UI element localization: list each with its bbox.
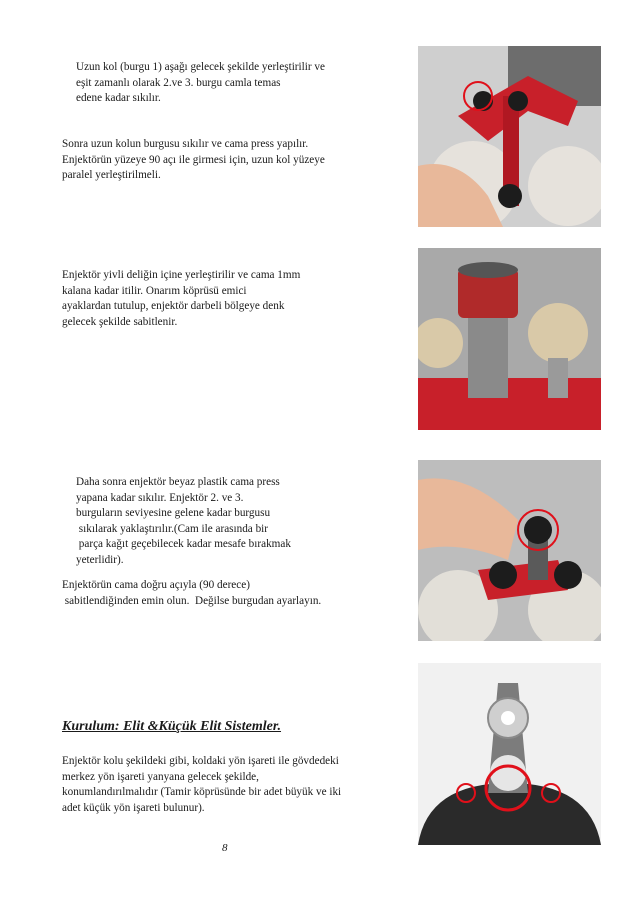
text-line: adet küçük yön işareti bulunur). bbox=[62, 801, 205, 814]
text-line: sıkılarak yaklaştırılır.(Cam ile arasında bir bbox=[76, 522, 268, 535]
text-line: Uzun kol (burgu 1) aşağı gelecek şekilde yerleştirilir ve bbox=[76, 61, 325, 73]
text-line: sabitlendiğinden emin olun. Değilse burgudan ayarlayın. bbox=[62, 594, 322, 607]
photo-injector-closeup bbox=[418, 248, 601, 430]
text-line: kalana kadar itilir. Onarım köprüsü emici bbox=[62, 284, 247, 297]
text-line: paralel yerleştirilmeli. bbox=[62, 169, 161, 182]
text-line: Enjektör yivli deliğin içine yerleştirilir ve cama 1mm bbox=[62, 269, 301, 281]
text-line: Enjektörün cama doğru açıyla (90 derece) bbox=[62, 579, 250, 591]
photo-elite-system bbox=[418, 663, 601, 845]
text-line: ayaklardan tutulup, enjektör darbeli bölgeye denk bbox=[62, 300, 285, 313]
text-line: parça kağıt geçebilecek kadar mesafe bırakmak bbox=[76, 538, 291, 551]
page-number: 8 bbox=[222, 842, 228, 854]
text-line: Enjektörün yüzeye 90 açı ile girmesi için, uzun kol yüzeye bbox=[62, 153, 325, 166]
instruction-block-4 bbox=[76, 475, 291, 569]
instruction-block-6 bbox=[62, 754, 341, 816]
instruction-block-2 bbox=[62, 137, 325, 184]
instruction-block-3 bbox=[62, 268, 300, 330]
photo-bridge-arms bbox=[418, 46, 601, 227]
text-line: Daha sonra enjektör beyaz plastik cama press bbox=[76, 476, 280, 488]
text-line: yapana kadar sıkılır. Enjektör 2. ve 3. bbox=[76, 491, 244, 504]
text-line: Enjektör kolu şekildeki gibi, koldaki yön işareti ile gövdedeki bbox=[62, 755, 339, 767]
text-line: yeterlidir). bbox=[76, 553, 124, 566]
photo-injector-tighten bbox=[418, 460, 601, 641]
section-heading: Kurulum: Elit &Küçük Elit Sistemler. bbox=[62, 719, 282, 734]
text-line: merkez yön işareti yanyana gelecek şekilde, bbox=[62, 770, 259, 783]
text-line: konumlandırılmalıdır (Tamir köprüsünde bir adet büyük ve iki bbox=[62, 786, 342, 799]
instruction-block-1 bbox=[76, 60, 325, 107]
instruction-block-5 bbox=[62, 578, 321, 609]
text-line: edene kadar sıkılır. bbox=[76, 92, 161, 105]
text-line: burguların seviyesine gelene kadar burgusu bbox=[76, 507, 271, 520]
text-line: eşit zamanlı olarak 2.ve 3. burgu camla temas bbox=[76, 76, 281, 89]
text-line: gelecek şekilde sabitlenir. bbox=[62, 315, 178, 328]
text-line: Sonra uzun kolun burgusu sıkılır ve cama press yapılır. bbox=[62, 138, 309, 150]
